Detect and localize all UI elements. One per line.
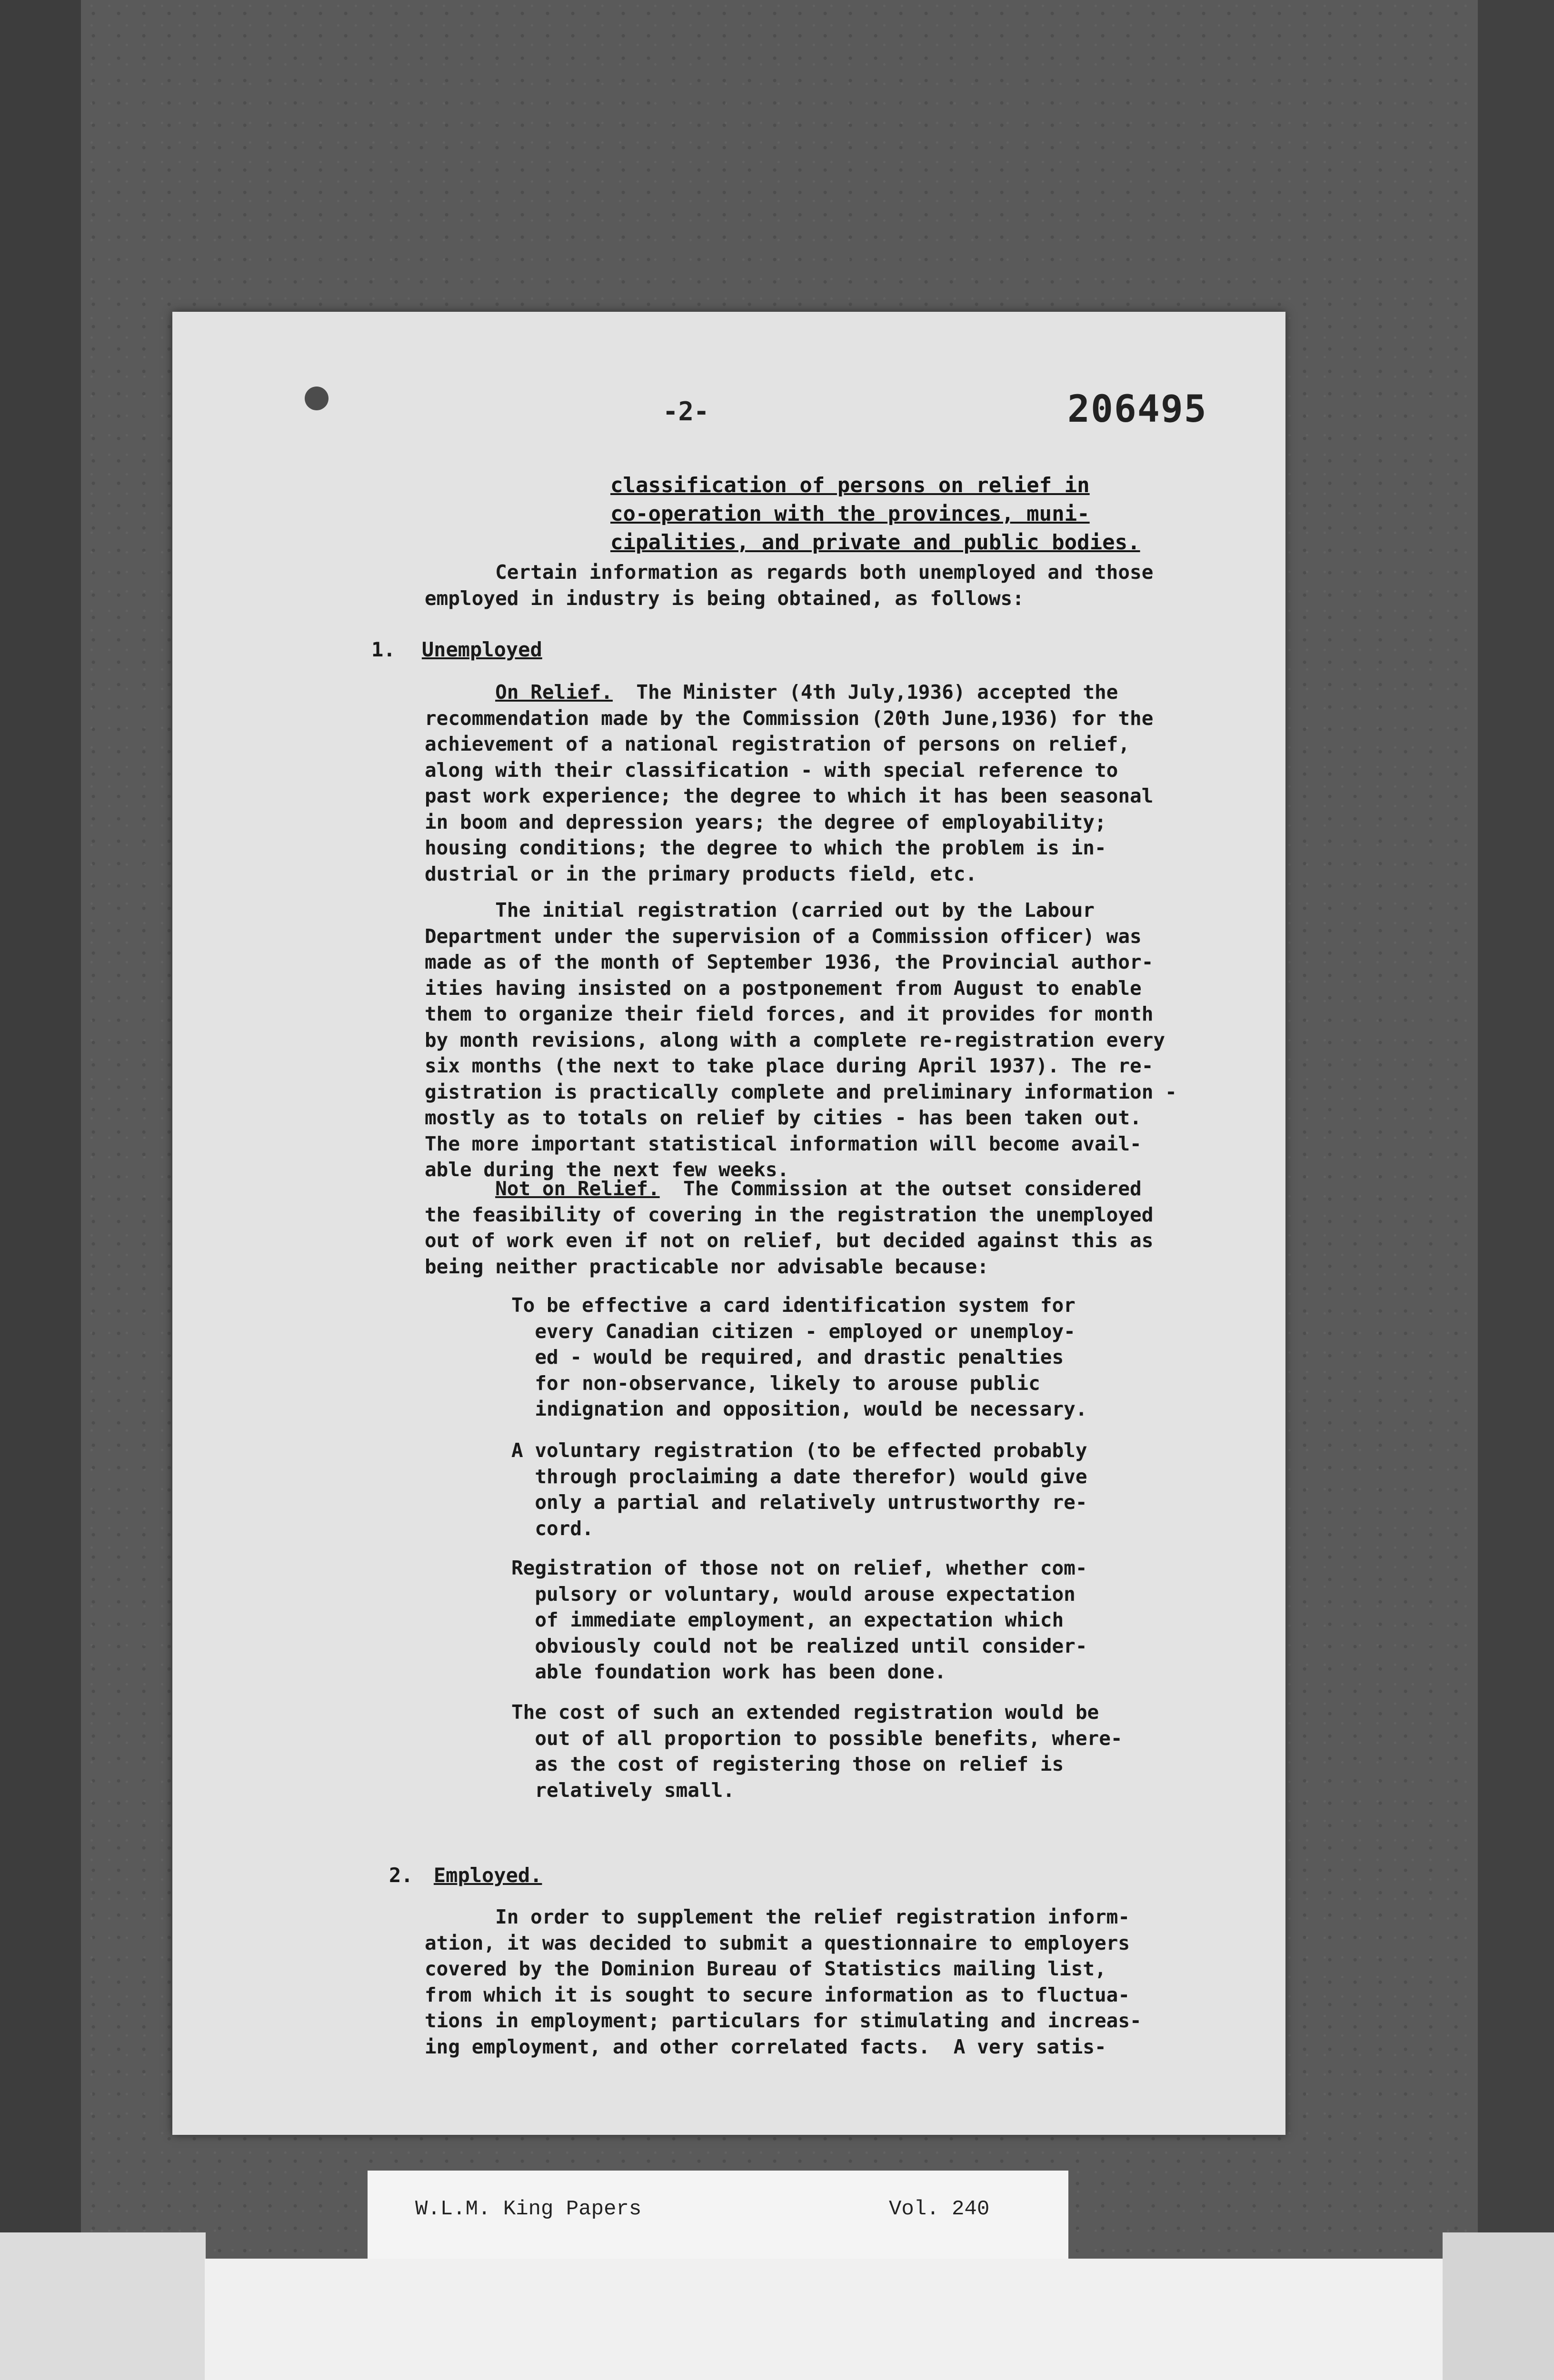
section-2-heading: 2. Employed. xyxy=(389,1864,542,1887)
on-relief-label: On Relief. xyxy=(495,681,613,704)
page-number: -2- xyxy=(663,397,709,426)
reason-item: Registration of those not on relief, whether com- pulsory or voluntary, would arouse expectation of immediate employment, an expectation which obviously could not be realized until consider- able foundation work has been done. xyxy=(511,1557,1087,1683)
card-backing-left xyxy=(0,2232,206,2380)
volume-label xyxy=(368,2171,1068,2261)
reason-item: The cost of such an extended registration would be out of all proportion to possible benefits, where- as the cost of registering those on relief is relatively small. xyxy=(511,1701,1123,1802)
not-on-relief-label: Not on Relief. xyxy=(495,1177,660,1200)
intro-paragraph: Certain information as regards both unemployed and those employed in industry is being obtained, as follows: xyxy=(425,561,1154,610)
section-1-title: Unemployed xyxy=(421,638,542,661)
document-page xyxy=(172,312,1285,2135)
not-on-relief-text: The Commission at the outset considered the feasibility of covering in the registration the unemployed out of work even if not on relief, but decided against this as being neither practicable nor advisable because: xyxy=(425,1177,1154,1278)
document-heading xyxy=(610,471,1229,557)
heading-line: cipalities, and private and public bodies. xyxy=(610,530,1140,555)
film-edge-left xyxy=(0,0,81,2380)
document-id: 206495 xyxy=(1067,388,1207,431)
film-edge-right xyxy=(1478,0,1554,2380)
on-relief-paragraph xyxy=(425,679,1153,887)
card-backing-right xyxy=(1443,2232,1554,2380)
heading-line: classification of persons on relief in xyxy=(610,473,1090,497)
punch-hole xyxy=(305,387,329,410)
volume-number: Vol. 240 xyxy=(889,2197,990,2221)
initial-registration-paragraph: The initial registration (carried out by the Labour Department under the supervision of a Commission officer) was made as of the month of September 1936, the Provincial author- ities having insisted on a postponement from August to enable them to organize their field forces, and it provides for month by month revisions, along with a complete re-registration every six months (the next to take place during April 1937). The re- gistration is practically complete and preliminary information - mostly as to totals on relief by cities - has been taken out. The more important statistical information will become avail- able during the next few weeks. xyxy=(425,899,1177,1181)
section-1-heading: 1. Unemployed xyxy=(371,638,542,661)
section-2-title: Employed. xyxy=(433,1864,542,1887)
heading-line: co-operation with the provinces, muni- xyxy=(610,502,1090,526)
not-on-relief-paragraph xyxy=(425,1176,1153,1279)
employed-paragraph: In order to supplement the relief registration inform- ation, it was decided to submit a questionnaire to employers covered by the Dominion Bureau of Statistics mailing list, from which it is sought to secure information as to fluctua- tions in employment; particulars for stimulating and increas- ing employment, and other correlated facts. A very satis- xyxy=(425,1905,1142,2058)
collection-name: W.L.M. King Papers xyxy=(415,2197,642,2221)
on-relief-text: The Minister (4th July,1936) accepted the recommendation made by the Commission (20th June,1936) for the achievement of a national registration of persons on relief, along with their classification - with special reference to past work experience; the degree to which it has been seasonal in boom and depression years; the degree of employability; housing conditions; the degree to which the problem is in- dustrial or in the primary products field, etc. xyxy=(425,681,1154,885)
reason-item: A voluntary registration (to be effected probably through proclaiming a date therefor) would give only a partial and relatively untrustworthy re- cord. xyxy=(511,1439,1087,1540)
reason-item: To be effective a card identification system for every Canadian citizen - employed or unemploy- ed - would be required, and drastic penalties for non-observance, likely to arouse public indignation and opposition, would be necessary. xyxy=(511,1294,1087,1420)
archive-card xyxy=(205,2259,1443,2380)
